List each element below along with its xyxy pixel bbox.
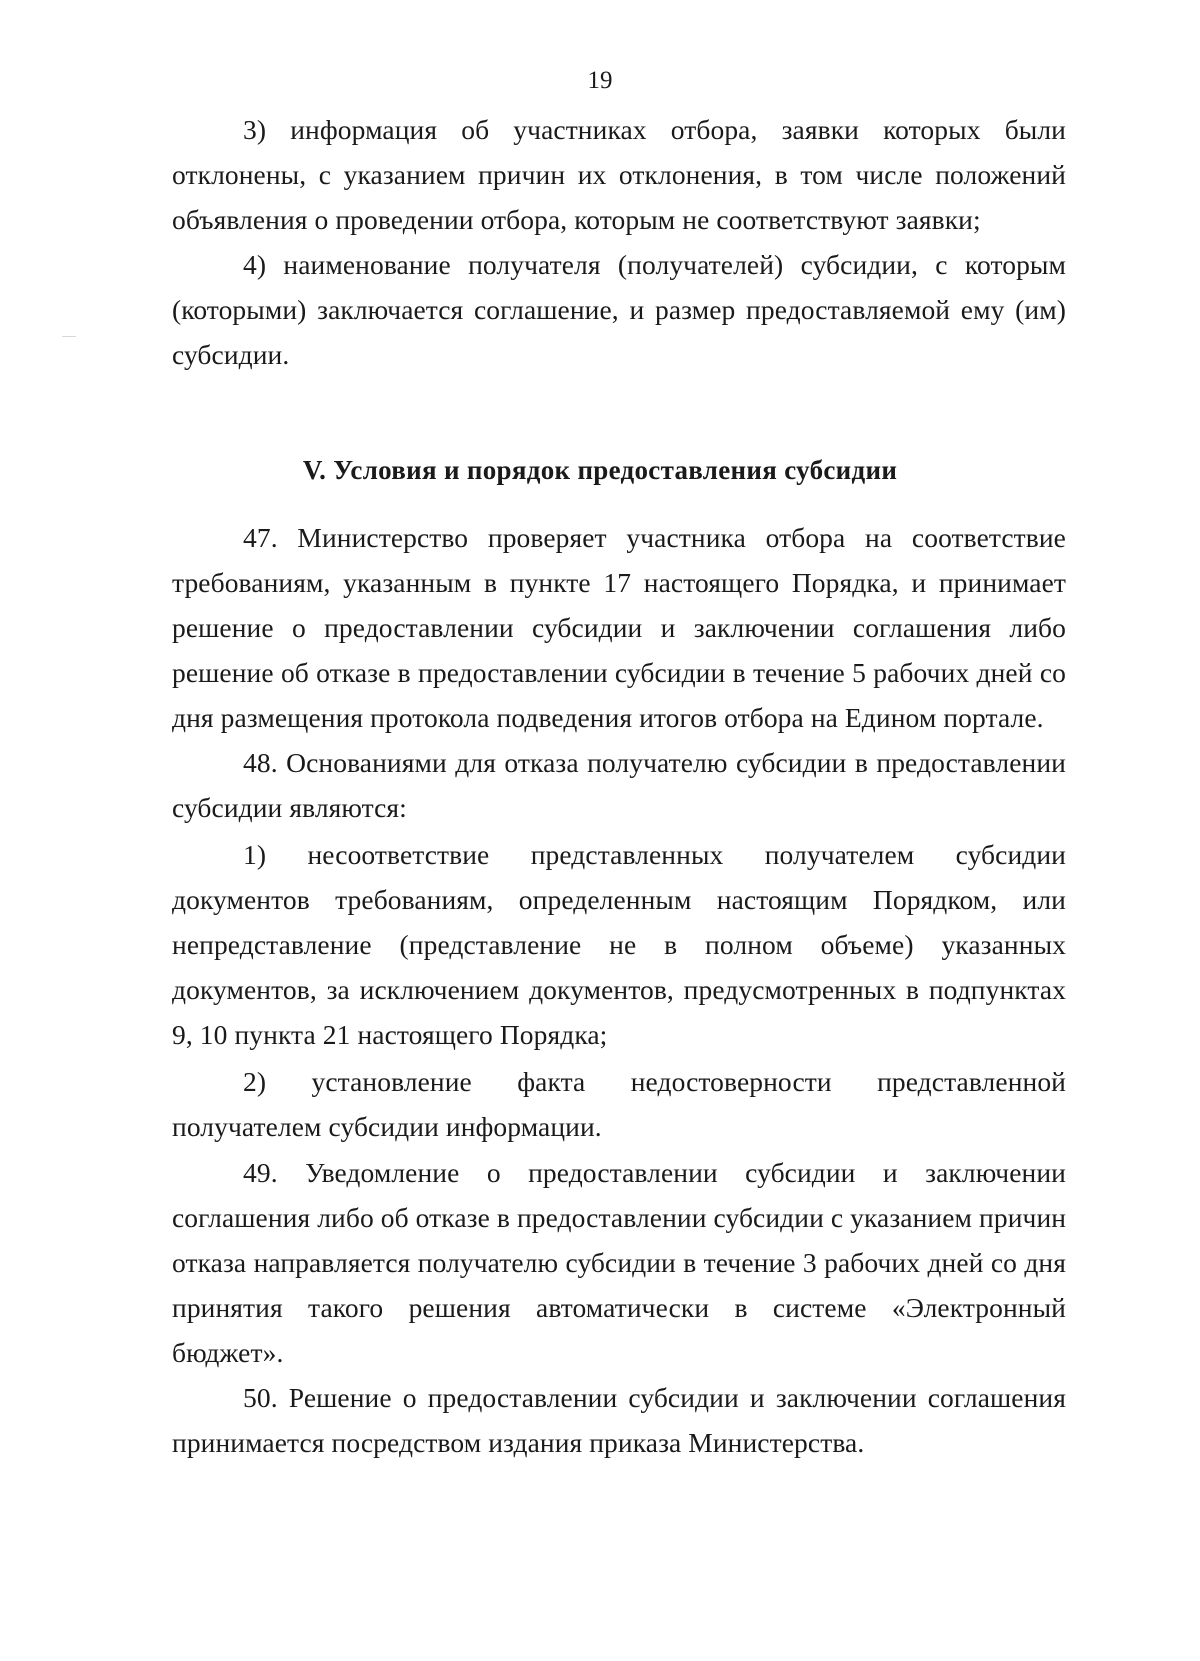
- paragraph-line: документов, за исключением документов, предусмотренных в подпунктах: [172, 974, 1066, 1005]
- paragraph-line: принимается посредством издания приказа Министерства.: [172, 1427, 865, 1458]
- paragraph-line: решение о предоставлении субсидии и заключении соглашения либо: [172, 612, 1066, 643]
- paragraph-line: субсидии являются:: [172, 792, 407, 823]
- paragraph-line: принятия такого решения автоматически в системе «Электронный: [172, 1292, 1066, 1323]
- paragraph-line: объявления о проведении отбора, которым не соответствуют заявки;: [172, 204, 981, 235]
- paragraph-line: решение об отказе в предоставлении субсидии в течение 5 рабочих дней со: [172, 657, 1066, 688]
- section-heading: V. Условия и порядок предоставления субсидии: [302, 455, 898, 485]
- paragraph-line: бюджет».: [172, 1337, 284, 1368]
- paragraph-line: 2) установление факта недостоверности представленной: [243, 1066, 1066, 1097]
- paragraph-line: соглашения либо об отказе в предоставлении субсидии с указанием причин: [172, 1202, 1067, 1233]
- paragraph-line: отказа направляется получателю субсидии в течение 3 рабочих дней со дня: [172, 1247, 1066, 1278]
- paragraph-line: 50. Решение о предоставлении субсидии и заключении соглашения: [243, 1382, 1066, 1413]
- paragraph-line: дня размещения протокола подведения итогов отбора на Едином портале.: [172, 702, 1044, 733]
- paragraph-line: 47. Министерство проверяет участника отбора на соответствие: [243, 522, 1066, 553]
- paragraph-line: 4) наименование получателя (получателей) субсидии, с которым: [243, 249, 1066, 280]
- paragraph-line: (которыми) заключается соглашение, и размер предоставляемой ему (им): [172, 294, 1066, 325]
- paragraph-line: 1) несоответствие представленных получателем субсидии: [243, 839, 1066, 870]
- paragraph-line: 48. Основаниями для отказа получателю субсидии в предоставлении: [243, 747, 1066, 778]
- paragraph-line: 9, 10 пункта 21 настоящего Порядка;: [172, 1019, 608, 1050]
- page-number: 19: [587, 67, 613, 94]
- paragraph-line: непредставление (представление не в полном объеме) указанных: [172, 929, 1066, 960]
- scan-edge-mark: [62, 336, 76, 337]
- paragraph-line: 3) информация об участниках отбора, заявки которых были: [243, 114, 1066, 145]
- paragraph-line: требованиям, указанным в пункте 17 настоящего Порядка, и принимает: [172, 567, 1066, 598]
- paragraph-line: документов требованиям, определенным настоящим Порядком, или: [172, 884, 1066, 915]
- paragraph-line: получателем субсидии информации.: [172, 1111, 602, 1142]
- paragraph-line: 49. Уведомление о предоставлении субсидии и заключении: [243, 1157, 1066, 1188]
- paragraph-line: отклонены, с указанием причин их отклонения, в том числе положений: [172, 159, 1066, 190]
- paragraph-line: субсидии.: [172, 339, 290, 370]
